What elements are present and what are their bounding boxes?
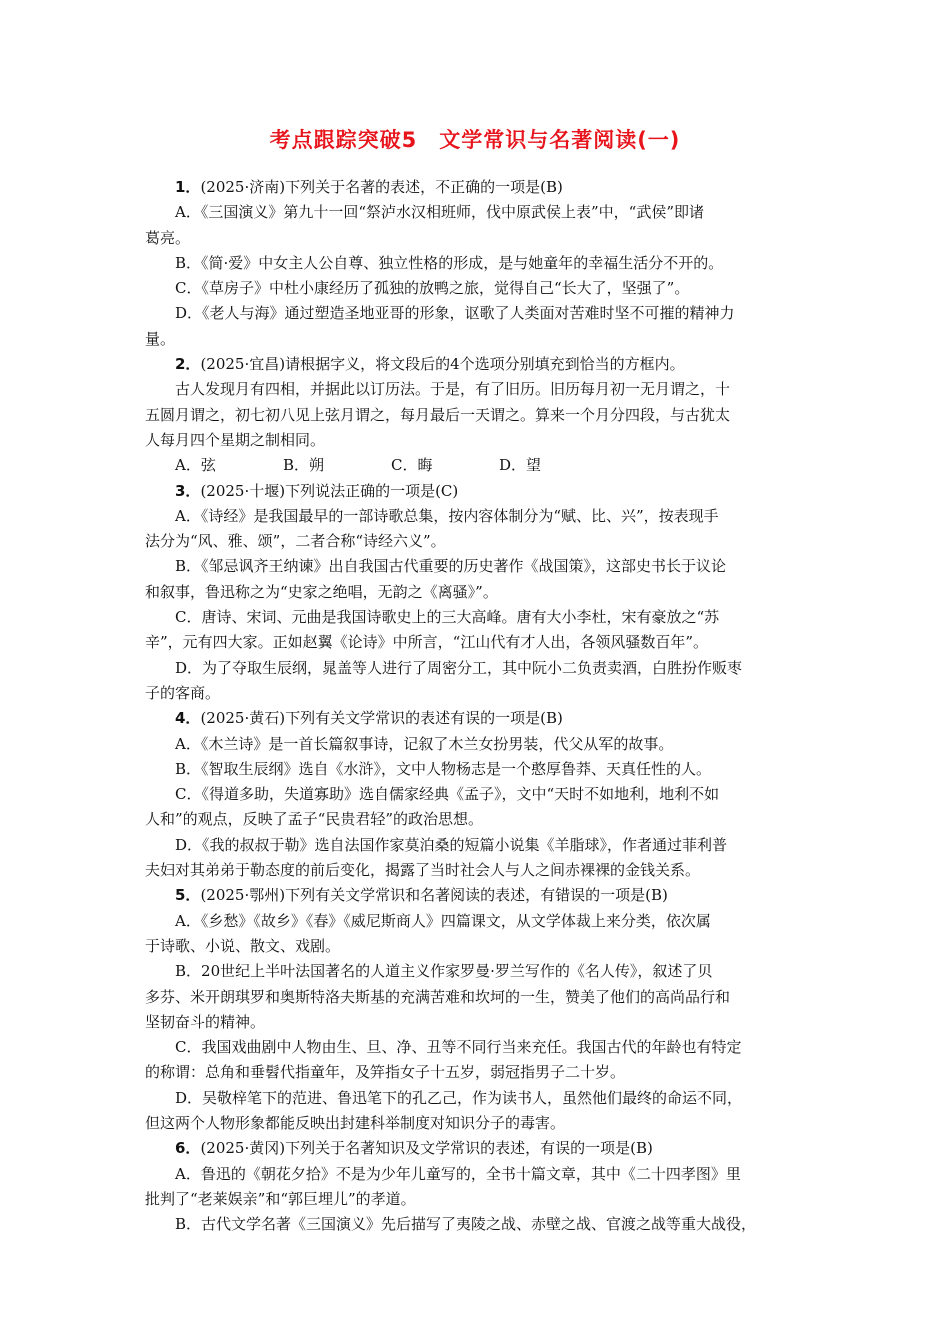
text-line: A．《木兰诗》是一首长篇叙事诗，记叙了木兰女扮男装，代父从军的故事。: [175, 734, 674, 753]
text-line: 古人发现月有四相，并据此以订历法。于是，有了旧历。旧历每月初一无月谓之，十: [175, 380, 731, 399]
text-line: A．鲁迅的《朝花夕拾》不是为少年儿童写的，全书十篇文章，其中《二十四孝图》里: [175, 1164, 741, 1183]
text-line: 法分为“风、雅、颂”，二者合称“诗经六义”。: [145, 532, 446, 551]
text-line: D．为了夺取生辰纲，晁盖等人进行了周密分工，其中阮小二负责卖酒，白胜扮作贩枣: [175, 658, 743, 677]
question-stem: 5．(2025·鄂州)下列有关文学常识和名著阅读的表述，有错误的一项是(B): [175, 886, 668, 905]
text-line: B．《邹忌讽齐王纳谏》出自我国古代重要的历史著作《战国策》，这部史书长于议论: [175, 557, 727, 576]
question-number: 4．: [175, 709, 201, 728]
text-line: B．20世纪上半叶法国著名的人道主义作家罗曼·罗兰写作的《名人传》，叙述了贝: [175, 962, 713, 981]
question-stem: 4．(2025·黄石)下列有关文学常识的表述有误的一项是(B): [175, 709, 563, 728]
text-line: 于诗歌、小说、散文、戏剧。: [145, 936, 341, 955]
text-line: 多芬、米开朗琪罗和奥斯特洛夫斯基的充满苦难和坎坷的一生，赞美了他们的高尚品行和: [145, 987, 731, 1006]
question-4: [145, 706, 807, 883]
text-line: 量。: [145, 329, 176, 348]
text-line: A．《乡愁》《故乡》《春》《威尼斯商人》四篇课文，从文学体裁上来分类，依次属: [175, 911, 711, 930]
question-number: 6．: [175, 1139, 201, 1158]
question-list: [145, 175, 807, 1237]
text-line: 夫妇对其弟弟于勒态度的前后变化，揭露了当时社会人与人之间赤裸裸的金钱关系。: [145, 861, 701, 880]
question-number: 1．: [175, 178, 201, 196]
page-title: 考点跟踪突破5 文学常识与名著阅读(一): [269, 128, 681, 152]
text-line: 但这两个人物形象都能反映出封建科举制度对知识分子的毒害。: [145, 1113, 566, 1132]
text-line: 葛亮。: [145, 228, 191, 247]
text-line: 人和”的观点，反映了孟子“民贵君轻”的政治思想。: [145, 810, 484, 829]
question-5: [145, 883, 807, 1136]
question-stem: 2．(2025·宜昌)请根据字义，将文段后的4个选项分别填充到恰当的方框内。: [175, 355, 685, 374]
option-d: D．望: [499, 456, 542, 475]
text-line: C．我国戏曲剧中人物由生、旦、净、丑等不同行当来充任。我国古代的年龄也有特定: [175, 1038, 742, 1057]
question-number: 3．: [175, 481, 201, 500]
text-line: A．《三国演义》第九十一回“祭泸水汉相班师，伐中原武侯上表”中，“武侯”即诸: [175, 203, 705, 222]
text-line: A．《诗经》是我国最早的一部诗歌总集，按内容体制分为“赋、比、兴”，按表现手: [175, 506, 719, 525]
text-line: B．《智取生辰纲》选自《水浒》，文中人物杨志是一个憨厚鲁莽、天真任性的人。: [175, 759, 712, 778]
text-line: B．《简·爱》中女主人公自尊、独立性格的形成，是与她童年的幸福生活分不开的。: [175, 253, 724, 272]
text-line: 坚韧奋斗的精神。: [145, 1012, 266, 1031]
text-line: 人每月四个星期之制相同。: [145, 430, 326, 449]
question-stem: 6．(2025·黄冈)下列关于名著知识及文学常识的表述，有误的一项是(B): [175, 1139, 653, 1158]
question-6: [145, 1136, 807, 1237]
text-line: B．古代文学名著《三国演义》先后描写了夷陵之战、赤壁之战、官渡之战等重大战役，: [175, 1215, 757, 1234]
text-line: C．《草房子》中杜小康经历了孤独的放鸭之旅，觉得自己“长大了，坚强了”。: [175, 279, 690, 298]
question-1: [145, 175, 807, 352]
text-line: 子的客商。: [145, 683, 221, 702]
question-number: 2．: [175, 355, 201, 374]
text-line: 和叙事，鲁迅称之为“史家之绝唱，无韵之《离骚》”。: [145, 582, 498, 601]
text-line: D．《我的叔叔于勒》选自法国作家莫泊桑的短篇小说集《羊脂球》，作者通过菲利普: [175, 835, 728, 854]
text-line: 五圆月谓之，初七初八见上弦月谓之，每月最后一天谓之。算来一个月分四段，与古犹太: [145, 405, 731, 424]
text-line: 辛”，元有四大家。正如赵翼《论诗》中所言，“江山代有才人出，各领风骚数百年”。: [145, 633, 709, 652]
question-number: 5．: [175, 886, 201, 905]
text-line: 的称谓：总角和垂髫代指童年，及笄指女子十五岁，弱冠指男子二十岁。: [145, 1063, 626, 1082]
text-line: D．吴敬梓笔下的范进、鲁迅笔下的孔乙己，作为读书人，虽然他们最终的命运不同，: [175, 1088, 743, 1107]
text-line: C．《得道多助，失道寡助》选自儒家经典《孟子》，文中“天时不如地利，地利不如: [175, 785, 720, 804]
option-b: B．朔: [283, 456, 325, 475]
option-row: [145, 453, 807, 478]
text-line: 批判了“老莱娱亲”和“郭巨埋儿”的孝道。: [145, 1189, 416, 1208]
question-3: [145, 479, 807, 707]
option-c: C．晦: [391, 456, 433, 475]
text-line: D．《老人与海》通过塑造圣地亚哥的形象，讴歌了人类面对苦难时坚不可摧的精神力: [175, 304, 735, 323]
text-line: C．唐诗、宋词、元曲是我国诗歌史上的三大高峰。唐有大小李杜，宋有豪放之“苏: [175, 608, 720, 627]
question-2: [145, 352, 807, 478]
question-stem: 3．(2025·十堰)下列说法正确的一项是(C): [175, 481, 459, 500]
option-a: A．弦: [175, 456, 216, 475]
question-stem: 1．(2025·济南)下列关于名著的表述，不正确的一项是(B): [175, 178, 563, 196]
